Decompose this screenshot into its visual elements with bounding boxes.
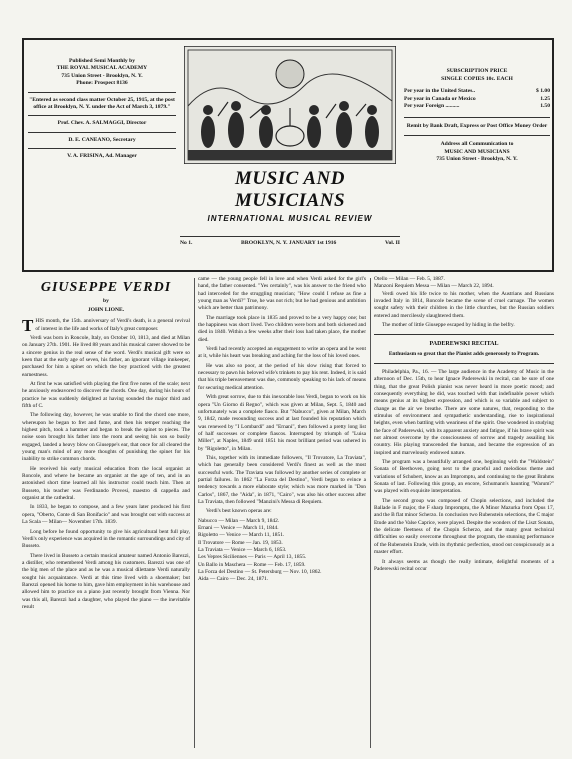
drop-cap: T (22, 316, 34, 336)
paragraph: HIS month, the 15th. anniversary of Verdi's death, is a general revival of interest in the life and works of Italy's great composer. (35, 318, 190, 332)
article-column-2 (198, 276, 366, 584)
recital-heading: PADEREWSKI RECITAL (429, 341, 499, 348)
column-3 (374, 276, 554, 575)
article-title: GIUSEPPE VERDI (40, 280, 172, 295)
article-column-1 (22, 276, 190, 613)
banner-illustration (184, 46, 396, 164)
paragraph: There lived in Busseto a certain musical amateur named Antonio Barezzi, a distiller, who remembered Verdi among his customers. Barezzi was one of the big men of the place and as he was a musical dilettante Verdi naturally sought his acquaintance. Verdi at this time lived with a shoemaker; but Barezzi opened his home to him, gave him employment in his warehouse and allowed him to practice on a piano just recently brought from Vienna. Nor was this all, Barezzi had a daughter, who played the piano — the inevitable result (22, 552, 190, 610)
paragraph: The marriage took place in 1835 and proved to be a very happy one; but the happiness was short lived. Two children were born and both sickened and died in 1840. Within a few weeks after their loss had taken place, the mother died. (198, 314, 366, 343)
magazine-name: MUSIC AND MUSICIANS (444, 148, 510, 155)
opera-item: Otello — Milan — Feb. 5, 1887. (374, 276, 445, 282)
price-value: $ 1.00 (536, 88, 550, 95)
opera-item: La Traviata — Venice — March 6, 1853. (198, 547, 287, 554)
paragraph: Long before he found opportunity to give his agricultural bent full play, Verdi's only experience was acquired in the romantic surroundings and city of Busseto. (22, 528, 190, 550)
paragraph: With great sorrow, due to this inexorable loss Verdi, began to work on his opera "Un Giorno di Regno", which was given at Milan, Sept. 5, 1840 and unfortunately was a complete fiasco. But "Nabucco", given at Milan, March 9, 1842, made resounding success and at last founded his reputation which was renewed by "I Lombardi" and "Ernani", then followed a pretty long list of half successes or complete fiascos. Interrupted by triumph of "Luisa Miller", at Naples, 1849 until 1851 his most brilliant period was ushered in by "Rigoletto", in Milan. (198, 394, 366, 452)
issue-number: No 1. (180, 240, 193, 246)
opera-item: Ernani — Venice — March 11, 1844. (198, 525, 279, 531)
section-divider (374, 334, 554, 335)
paragraph: The mother of little Giuseppe escaped by hiding in the belfry. (382, 322, 515, 329)
magazine-subtitle: INTERNATIONAL MUSICAL REVIEW (207, 214, 373, 223)
opera-item: La Forza del Destino — St. Petersburg — Nov. 10, 1862. (198, 569, 322, 576)
issue-date: BROOKLYN, N. Y. JANUARY 1st 1916 (241, 240, 337, 246)
publisher-name: THE ROYAL MUSICAL ACADEMY (56, 65, 148, 72)
staff-manager: V. A. FRISINA, Ad. Manager (67, 153, 137, 159)
article-byline: by (103, 298, 109, 305)
operas-intro: Verdi's best known operas are: (206, 508, 272, 515)
paragraph: This, together with its immediate followers, "Il Trovatore, La Traviata", which has generally been considered Verdi's finest as well as the most successful work. The Traviata was followed by another series of complete or partial failures. In 1862 "La Forza del Destino", Verdi began to evince a tendency towards a more elaborate style; which was more marked in "Don Carlos", 1867, the "Aida", in 1871, "Cairo", was also his other success after La Traviata, then followed "Manzini's Messa di Requiem. (198, 454, 366, 505)
paragraph: The second group was composed of Chopin selections, and included the Ballade in F major, the F sharp Impromptu, the A Minor Mazurka from Opus 17, and the B flat minor Scherzo. In conclusion two Rubenstein selections, the C major Etude and the Valse Caprice, were played. Despite the wonders of the Liszt Sonata, the delicate fleetness of the Chopin Scherzo, and the many great technical difficulties so easily overcome throughout the program, the stunning performance of the Rubenstein Etude, with its rhythmic perfection, stood out conspicuously as a master effort. (374, 497, 554, 556)
price-label: Per year in Canada or Mexico (404, 95, 476, 102)
paragraph: He received his early musical education from the local organist at Roncole, and where he became an organist at the age of ten, and in an astonished short time learned all his instructor could teach him. Then at Busseto, his teacher was Ferdinando Provesi, maestro di cappella and organist at the cathedral. (22, 465, 190, 502)
recital-subhead: Enthusiasm so great that the Pianist adds generously to Program. (388, 350, 540, 357)
publisher-info (28, 58, 176, 164)
price-label: Per year Foreign .......... (404, 103, 460, 110)
newspaper-page (22, 38, 554, 750)
opera-item: Nabucco — Milan — March 9, 1842. (198, 517, 280, 524)
paragraph: It always seems as though the really intimate, delightful moments of a Paderewski recital occur (374, 558, 554, 572)
paragraph: At first he was satisfied with playing the first five notes of the scale; next he anxiously endeavored to discover the chords. One day, during his hours of practice he was suddenly delighted at having sounded the major third and fifth of C. (22, 380, 190, 409)
staff-secretary: D. E. CANEANO, Secretary (68, 136, 136, 143)
publisher-line-1: Published Semi Monthly by (68, 58, 136, 64)
paragraph: came — the young people fell in love and when Verdi asked for the girl's hand, the father consented. "Yes certainly", was his answer to the friend who had interceded for the struggling musician; "How could I refuse as fine a young man as Verdi?" True, he was not rich; but he had genious and ambition which are better than patrimony. (198, 276, 366, 312)
section-divider (374, 363, 554, 364)
staff-director: Prof. Chev. A. SALMAGGI, Director (57, 120, 147, 127)
opera-item: Un Ballo in Maschera — Rome — Feb. 17, 1859. (198, 561, 306, 568)
paragraph: Verdi had recently accepted an engagement to write an opera and he went at it, while his heart was breaking and aching for the loss of his loved ones. (198, 346, 366, 360)
opera-item: Les Vepres Siciliennes — Paris — April 13, 1855. (198, 554, 307, 561)
magazine-address: 735 Union Street - Brooklyn, N. Y. (436, 156, 518, 163)
article-author: JOHN LIONE. (87, 306, 125, 313)
paragraph: He was also so poor, at the period of his slow rising that forced to necessary to pawn his beloved wife's trinkets to pay his rent. Indeed, it is said that his triple bereavement was due, commonly speaking to his lack of means for securing medical attention. (198, 362, 366, 391)
publisher-address: 735 Union Street - Brooklyn, N. Y. (61, 72, 143, 79)
price-label: Per year in the United States.. (404, 88, 476, 95)
remit-note: Remit by Bank Draft, Express or Post Office Money Order (406, 122, 548, 129)
paragraph: Verdi owed his life twice to his mother, when the Austrians and Russians invaded Italy in 1814, Roncole became the scene of cruel carnage. The women sought safety with their children in the little churches, but the Russian soldiers entered and mercilessly slaughtered them. (374, 290, 554, 319)
address-all: Address all Communication to (440, 141, 514, 148)
paragraph: The program was a beautifully arranged one, beginning with the "Waldstein" Sonata of Beethoven, going next to the graceful and melodious theme and variations of Schubert, know as an Impromptu, and continuing to the great Brahms Sonata of last. Following this group, an encore, Schumann's haunting "Warum?" was played with exquisite interpretation. (374, 459, 554, 495)
paragraph: Philadelphia, Pa., 16. — The large audience in the Academy of Music in the afternoon of Dec. 15th, to hear Ignace Paderewski in recital, can be sure of one thing, that the great Polish pianist was never heard in more poetic mood; and consequently everything he did, was touched with that indefinable power which means genius at its highest expression, and which is so variable and subject to change as the air we breathe. There are some natures, that, responding to the stimulus of environment and sympathetic understanding, rise to inspirational heights, even when battling with weariness of the spirit. One wondered in studying the face of Paderewski, with its apparent anxiety and fatigue, if his brave spirit was not almost overcome by the consciousness of sorrow and tragedy assailing his country. His playing transcended the human, and became the expression of an inspired and marvelously endowed nature. (374, 368, 554, 456)
subscription-heading: SUBSCRIPTION PRICE (446, 68, 508, 74)
price-row (404, 103, 550, 111)
dateline (180, 236, 400, 246)
paragraph: In 1833, he began to compose, and a few years later produced his first opera, "Oberto, Conte di San Bonifacio" and was brought out with success at La Scala — Milan— November 17th. 1839. (22, 504, 190, 526)
paragraph: Verdi was born in Roncole, Italy, on October 10, 1813, and died at Milan on January 27th. 1901. He lived 88 years and his musical career showed to be a sincere genius in the real sense of the word. Verdi's musical gift were so keen that at the early age of seven, his father, an ignorant village innkeeper, purchased for him a spinet on which the boy practiced with the greatest earnestness. (22, 334, 190, 378)
opera-item: Manzoni Requiem Messa — Milan — March 22, 1894. (374, 283, 494, 290)
paragraph: The following day, however, he was unable to find the chord one more, whereupon he began to fret and fume, and then his temper reaching the highest pitch, took a hammer and began to break the spinet to pieces. The noise soon brought his father into the room and seeing his son so busily engaged, landed a heavy blow on Giuseppe's ear, that once for all cleared the young man's mind of any more thoughts of punishing the spinet for his inability to strike common chords. (22, 412, 190, 463)
entry-note: "Entered as second class matter October 25, 1915, at the post office at Brooklyn, N. Y. under the Act of March 3, 1879." (29, 96, 175, 110)
masthead (22, 38, 554, 272)
price-value: 1.25 (540, 95, 550, 102)
opera-item: Aida — Cairo — Dec. 24, 1871. (198, 576, 269, 583)
opera-item: Rigoletto — Venice — March 11, 1851. (198, 532, 285, 539)
price-value: 1.50 (540, 103, 550, 110)
single-copies: SINGLE COPIES 10c. EACH (441, 75, 513, 82)
column-divider (370, 278, 371, 748)
masthead-title-block (184, 46, 396, 232)
price-row (404, 96, 550, 104)
column-divider (194, 278, 195, 748)
publisher-phone: Phone: Prospect 8136 (76, 80, 128, 87)
opera-item: Il Trovatore — Rome — Jan. 19, 1853. (198, 539, 283, 546)
magazine-title: MUSIC AND MUSICIANS (234, 168, 346, 211)
price-row (404, 88, 550, 96)
issue-volume: Vol. II (384, 240, 400, 246)
subscription-info (404, 68, 550, 169)
